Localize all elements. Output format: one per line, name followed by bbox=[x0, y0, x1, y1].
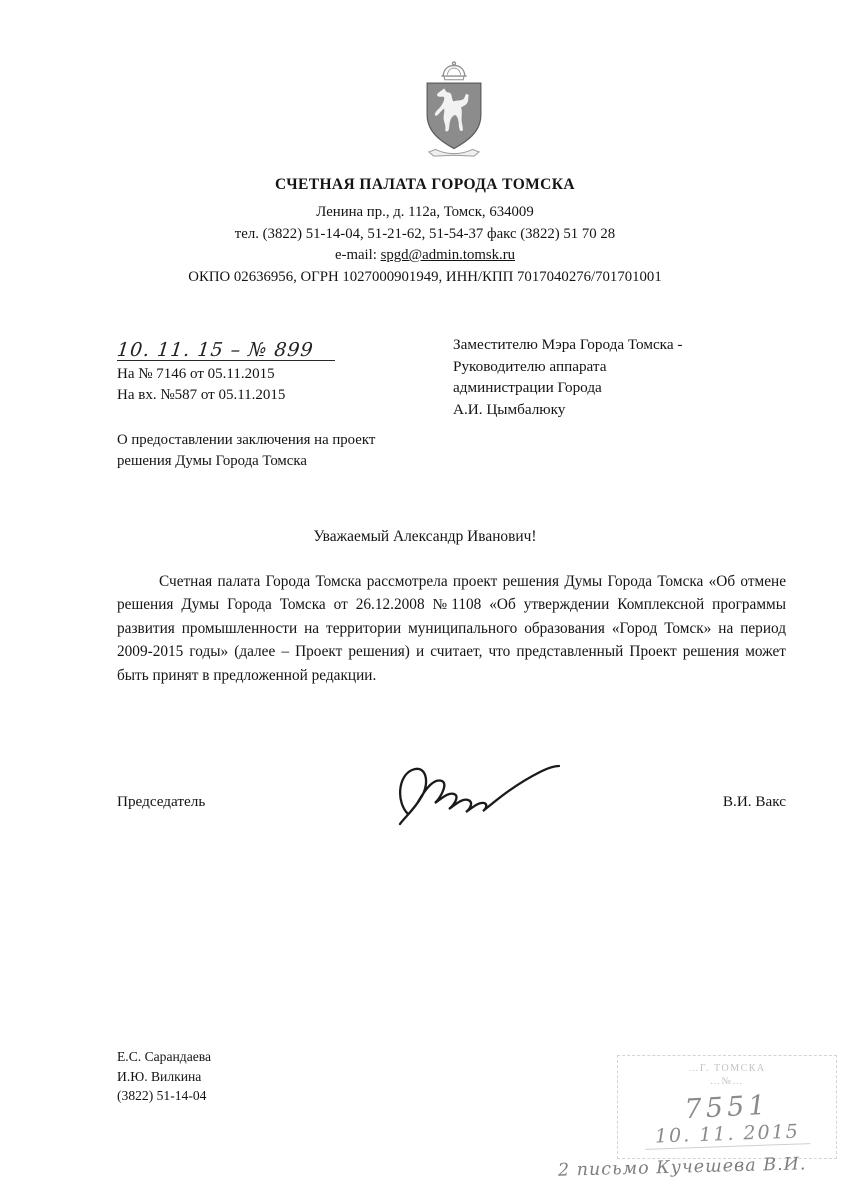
subject-block bbox=[117, 430, 477, 472]
subject-line: О предоставлении заключения на проект bbox=[117, 432, 376, 448]
org-email-line bbox=[0, 245, 850, 267]
letter-body-paragraph: Счетная палата Города Томска рассмотрела проект решения Думы Города Томска «Об отмене решения Думы Города Томска от 26.12.2008 №1108 «Об утверждении Комплексной программы развития промышленности на территории муниципального образования «Город Томск» на период 2009-2015 годы» (далее – Проект решения) и считает, что представленный Проект решения может быть принят в предложенной редакции. bbox=[117, 573, 786, 684]
tomsk-coat-of-arms bbox=[398, 58, 510, 162]
recipient-line: администрации Города bbox=[453, 379, 602, 396]
handwritten-incoming-number: 7551 bbox=[683, 1089, 771, 1126]
executor-line: (3822) 51-14-04 bbox=[117, 1088, 207, 1103]
incoming-ref-line: На вх. №587 от 05.11.2015 bbox=[117, 387, 286, 403]
letterhead bbox=[0, 58, 850, 288]
subject-line: решения Думы Города Томска bbox=[117, 453, 307, 469]
email-label: e-mail: bbox=[334, 247, 381, 263]
outgoing-reference-block bbox=[117, 339, 357, 406]
recipient-block bbox=[453, 334, 783, 420]
salutation: Уважаемый Александр Иванович! bbox=[313, 528, 537, 545]
shield-shape bbox=[427, 83, 481, 148]
executor-line: И.Ю. Вилкина bbox=[117, 1068, 202, 1084]
signer-name: В.И. Вакс bbox=[722, 793, 786, 810]
recipient-line: А.И. Цымбалюку bbox=[453, 400, 566, 418]
signer-position-title: Председатель bbox=[117, 793, 206, 810]
org-phones: тел. (3822) 51-14-04, 51-21-62, 51-54-37 факс (3822) 51 70 28 bbox=[234, 225, 616, 242]
stamp-header-fragment: …Г. ТОМСКА bbox=[688, 1063, 766, 1074]
executor-line: Е.С. Сарандаева bbox=[117, 1049, 212, 1064]
email-link[interactable]: spgd@admin.tomsk.ru bbox=[380, 247, 516, 263]
org-name: СЧЕТНАЯ ПАЛАТА ГОРОДА ТОМСКА bbox=[274, 176, 576, 193]
recipient-line: Заместителю Мэра Города Томска - bbox=[453, 336, 683, 353]
org-codes: ОКПО 02636956, ОГРН 1027000901949, ИНН/КПП 7017040276/701701001 bbox=[188, 268, 662, 285]
handwritten-note: 2 письмо Кучешева В.И. bbox=[557, 1154, 807, 1181]
ribbon-banner bbox=[429, 149, 479, 156]
org-address: Ленина пр., д. 112а, Томск, 634009 bbox=[316, 204, 534, 220]
crown-icon bbox=[441, 62, 466, 80]
stamp-sub-fragment: …№… bbox=[709, 1076, 745, 1087]
executors-block bbox=[117, 1047, 211, 1106]
handwritten-incoming-date: 10. 11. 2015 bbox=[644, 1120, 810, 1150]
incoming-registration-stamp bbox=[617, 1055, 837, 1159]
handwritten-outgoing-number: 10. 11. 15 – № 899 bbox=[115, 339, 315, 361]
handwritten-signature bbox=[388, 750, 568, 834]
in-reply-to-line: На № 7146 от 05.11.2015 bbox=[117, 366, 275, 382]
recipient-line: Руководителю аппарата bbox=[453, 357, 607, 375]
